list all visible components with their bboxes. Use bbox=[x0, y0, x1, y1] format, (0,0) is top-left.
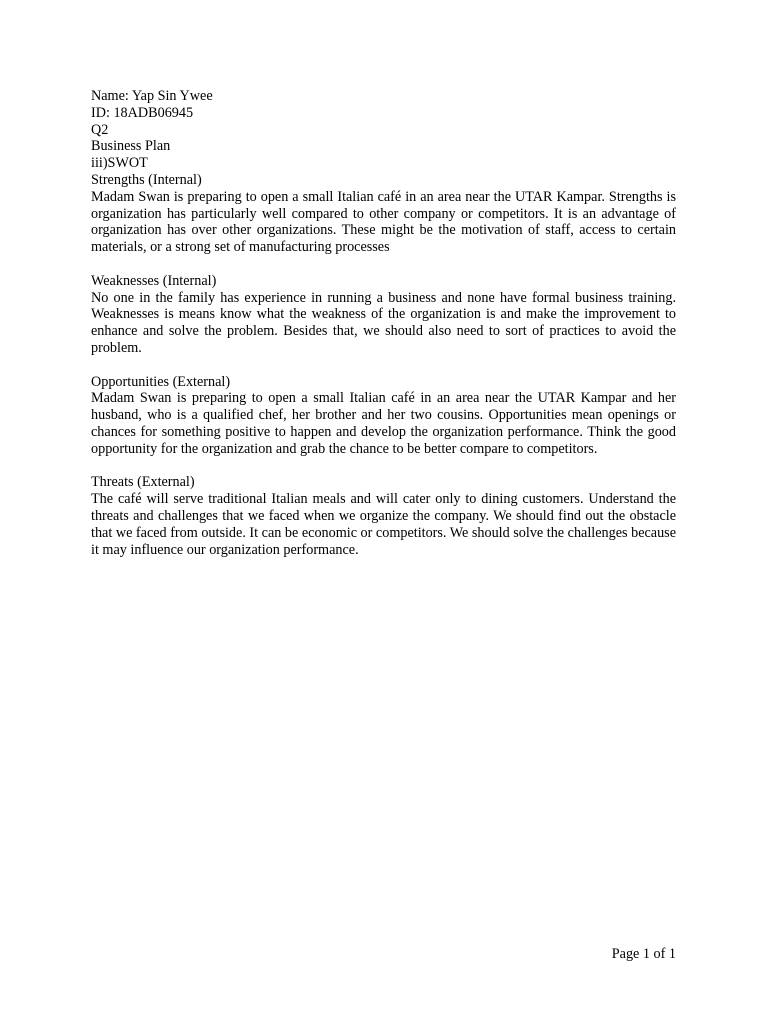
section-part: iii)SWOT bbox=[91, 155, 148, 172]
student-id: ID: 18ADB06945 bbox=[91, 104, 194, 121]
document-body bbox=[91, 88, 676, 558]
opportunities-body: Madam Swan is preparing to open a small Italian café in an area near the UTAR Kampar and her husband, who is a qualified chef, her brother and her two cousins. Opportunities mean openings or chances for something positive to happen and develop the organization performance. Think the good opportunity for the organization and grab the chance to be better compare to competitors. bbox=[91, 390, 676, 457]
document-subject: Business Plan bbox=[91, 138, 171, 155]
student-name: Name: Yap Sin Ywee bbox=[91, 88, 213, 104]
opportunities-section bbox=[91, 374, 676, 458]
question-number: Q2 bbox=[91, 121, 109, 138]
weaknesses-body: No one in the family has experience in running a business and none have formal business training. Weaknesses is means know what the weakness of the organization is and make the improvement to enhance and solve the problem. Besides that, we should also need to sort of practices to avoid the problem. bbox=[91, 289, 676, 356]
page-number: Page 1 of 1 bbox=[611, 946, 676, 962]
weaknesses-section bbox=[91, 273, 676, 357]
weaknesses-heading: Weaknesses (Internal) bbox=[91, 272, 217, 289]
threats-heading: Threats (External) bbox=[91, 474, 195, 491]
opportunities-heading: Opportunities (External) bbox=[91, 373, 231, 390]
threats-body: The café will serve traditional Italian meals and will cater only to dining customers. Understand the threats and challenges that we faced when we organize the company. We should find out the obstacle that we faced from outside. It can be economic or competitors. We should solve the challenges because it may influence our organization performance. bbox=[91, 491, 676, 558]
threats-section bbox=[91, 474, 676, 558]
strengths-body: Madam Swan is preparing to open a small Italian café in an area near the UTAR Kampar. Strengths is organization has particularly well compared to other company or competitors. It is an advantage of organization has over other organizations. These might be the motivation of staff, access to certain materials, or a strong set of manufacturing processes bbox=[91, 188, 676, 256]
strengths-section bbox=[91, 172, 676, 256]
strengths-heading: Strengths (Internal) bbox=[91, 171, 202, 188]
